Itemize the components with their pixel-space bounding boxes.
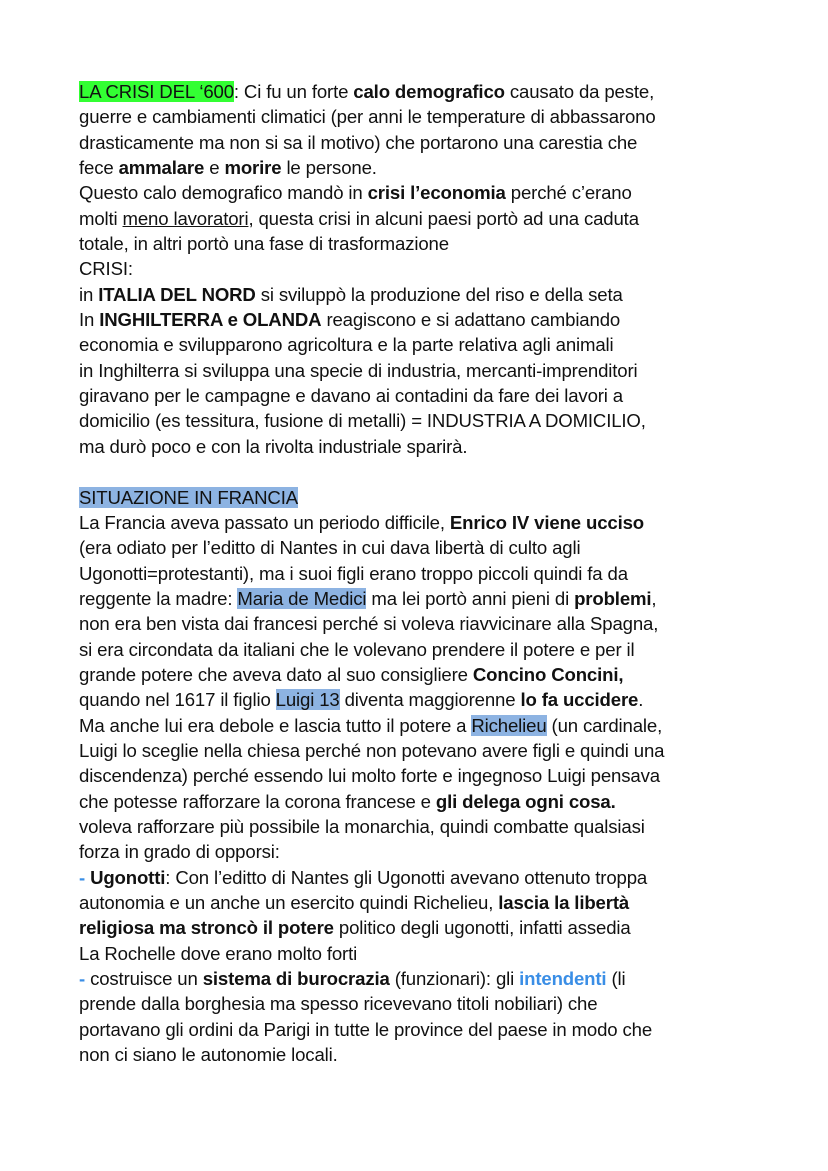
highlighted-text: SITUAZIONE IN FRANCIA [79, 486, 298, 508]
bold-text: crisi l’economia [367, 182, 506, 204]
text-line [79, 966, 664, 991]
text-run: Ma anche lui era debole e lascia tutto il potere a [79, 714, 472, 736]
bold-text: gli delega ogni cosa. [435, 790, 616, 812]
text-run: fece [79, 157, 119, 179]
text-line [79, 282, 664, 307]
text-run: reggente la madre: [79, 587, 238, 609]
text-run: perché c’erano [505, 182, 632, 204]
text-run: : Con l’editto di Nantes gli Ugonotti avevano ottenuto troppa [165, 866, 648, 888]
text-run: grande potere che aveva dato al suo consigliere [79, 663, 473, 685]
text-line [79, 991, 664, 1016]
highlighted-text: Maria de Medici [237, 587, 367, 609]
text-run: non ci siano le autonomie locali. [79, 1044, 338, 1066]
text-line [79, 434, 664, 459]
bold-text: ITALIA DEL NORD [98, 283, 256, 305]
underlined-text: meno lavoratori [122, 207, 249, 229]
bold-text: Ugonotti [90, 866, 166, 888]
text-run: si sviluppò la produzione del riso e della seta [255, 283, 623, 305]
text-run: ma durò poco e con la rivolta industriale sparirà. [79, 435, 468, 457]
text-run: guerre e cambiamenti climatici (per anni le temperature di abbassarono [79, 106, 656, 128]
text-run: CRISI: [79, 258, 133, 280]
text-line [79, 662, 664, 687]
text-run: costruisce un [90, 968, 203, 990]
bold-text: lo fa uccidere [520, 689, 639, 711]
text-line [79, 206, 664, 231]
text-run: le persone. [281, 157, 377, 179]
text-line [79, 687, 664, 712]
text-line [79, 738, 664, 763]
text-run: ma lei portò anni pieni di [366, 587, 575, 609]
text-run: Ugonotti=protestanti), ma i suoi figli erano troppo piccoli quindi fa da [79, 562, 628, 584]
text-run: : Ci fu un forte [233, 81, 354, 102]
bold-text: morire [224, 157, 282, 179]
text-run: giravano per le campagne e davano ai contadini da fare dei lavori a [79, 385, 623, 407]
text-run: Questo calo demografico mandò in [79, 182, 368, 204]
text-line [79, 180, 664, 205]
text-line [79, 256, 664, 281]
text-line [79, 535, 664, 560]
text-run: diventa maggiorenne [339, 689, 521, 711]
text-line [79, 383, 664, 408]
text-run: (li [606, 968, 626, 990]
text-run: totale, in altri portò una fase di trasformazione [79, 233, 449, 255]
text-run: (era odiato per l’editto di Nantes in cui dava libertà di culto agli [79, 537, 581, 559]
text-run: forza in grado di opporsi: [79, 841, 280, 863]
text-run: economia e svilupparono agricoltura e la parte relativa agli animali [79, 334, 614, 356]
text-run: reagiscono e si adattano cambiando [321, 309, 621, 331]
bold-text: problemi [574, 587, 652, 609]
bold-text: Concino Concini, [472, 663, 624, 685]
text-line [79, 459, 664, 484]
bold-text: sistema di burocrazia [202, 968, 390, 990]
text-line [79, 637, 664, 662]
text-line [79, 839, 664, 864]
text-line [79, 586, 664, 611]
text-run: (funzionari): gli [389, 968, 520, 990]
text-run: domicilio (es tessitura, fusione di metalli) = INDUSTRIA A DOMICILIO, [79, 410, 646, 432]
text-run: in Inghilterra si sviluppa una specie di industria, mercanti-imprenditori [79, 359, 638, 381]
text-line [79, 713, 664, 738]
text-run: quando nel 1617 il figlio [79, 689, 276, 711]
text-line [79, 1017, 664, 1042]
text-run: La Francia aveva passato un periodo difficile, [79, 511, 450, 533]
text-run: causato da peste, [504, 81, 655, 102]
bold-text: INGHILTERRA e OLANDA [99, 309, 322, 331]
blue-bold-text: intendenti [519, 968, 607, 990]
text-run: si era circondata da italiani che le volevano prendere il potere e per il [79, 638, 635, 660]
text-line [79, 130, 664, 155]
text-line [79, 561, 664, 586]
text-run: in [79, 283, 99, 305]
text-run: In [79, 309, 100, 331]
text-line [79, 104, 664, 129]
text-line [79, 941, 664, 966]
text-run: portavano gli ordini da Parigi in tutte le province del paese in modo che [79, 1018, 653, 1040]
text-line [79, 510, 664, 535]
text-line [79, 763, 664, 788]
text-line [79, 231, 664, 256]
text-line [79, 155, 664, 180]
text-line [79, 915, 664, 940]
text-run: Luigi lo sceglie nella chiesa perché non potevano avere figli e quindi una [79, 739, 665, 761]
bold-text: calo demografico [353, 81, 505, 102]
text-line [79, 332, 664, 357]
text-run: drasticamente ma non si sa il motivo) che portarono una carestia che [79, 131, 638, 153]
text-line [79, 485, 664, 510]
text-line [79, 814, 664, 839]
text-line [79, 408, 664, 433]
highlighted-text: Luigi 13 [275, 689, 340, 711]
bold-text: religiosa ma stroncò il potere [79, 917, 334, 939]
text-run: , questa crisi in alcuni paesi portò ad una caduta [248, 207, 639, 229]
text-run: . [638, 689, 644, 711]
text-run: (un cardinale, [546, 714, 663, 736]
text-line [79, 789, 664, 814]
text-run: molti [79, 207, 123, 229]
text-line [79, 358, 664, 383]
text-line [79, 79, 664, 104]
text-run: discendenza) perché essendo lui molto forte e ingegnoso Luigi pensava [79, 765, 660, 787]
text-run: voleva rafforzare più possibile la monarchia, quindi combatte qualsiasi [79, 815, 645, 837]
text-line [79, 611, 664, 636]
bullet-dash: - [79, 866, 91, 888]
text-run: autonomia e un anche un esercito quindi Richelieu, [79, 892, 499, 913]
text-run: prende dalla borghesia ma spesso ricevevano titoli nobiliari) che [79, 993, 598, 1015]
text-line [79, 1042, 664, 1067]
text-line [79, 890, 664, 915]
text-run: non era ben vista dai francesi perché si voleva riavvicinare alla Spagna, [79, 613, 659, 635]
text-run: , [651, 587, 657, 609]
highlighted-text: Richelieu [471, 714, 547, 736]
document-page [79, 79, 664, 1067]
bold-text: Enrico IV viene ucciso [449, 511, 644, 533]
bullet-dash: - [79, 968, 91, 990]
bold-text: ammalare [118, 157, 205, 179]
highlighted-heading: LA CRISI DEL ‘600 [79, 81, 234, 102]
text-run: politico degli ugonotti, infatti assedia [333, 917, 631, 939]
text-run: e [204, 157, 225, 179]
text-line [79, 865, 664, 890]
text-line [79, 307, 664, 332]
text-run: La Rochelle dove erano molto forti [79, 942, 358, 964]
text-run: che potesse rafforzare la corona francese e [79, 790, 436, 812]
bold-text: lascia la libertà [498, 892, 630, 913]
